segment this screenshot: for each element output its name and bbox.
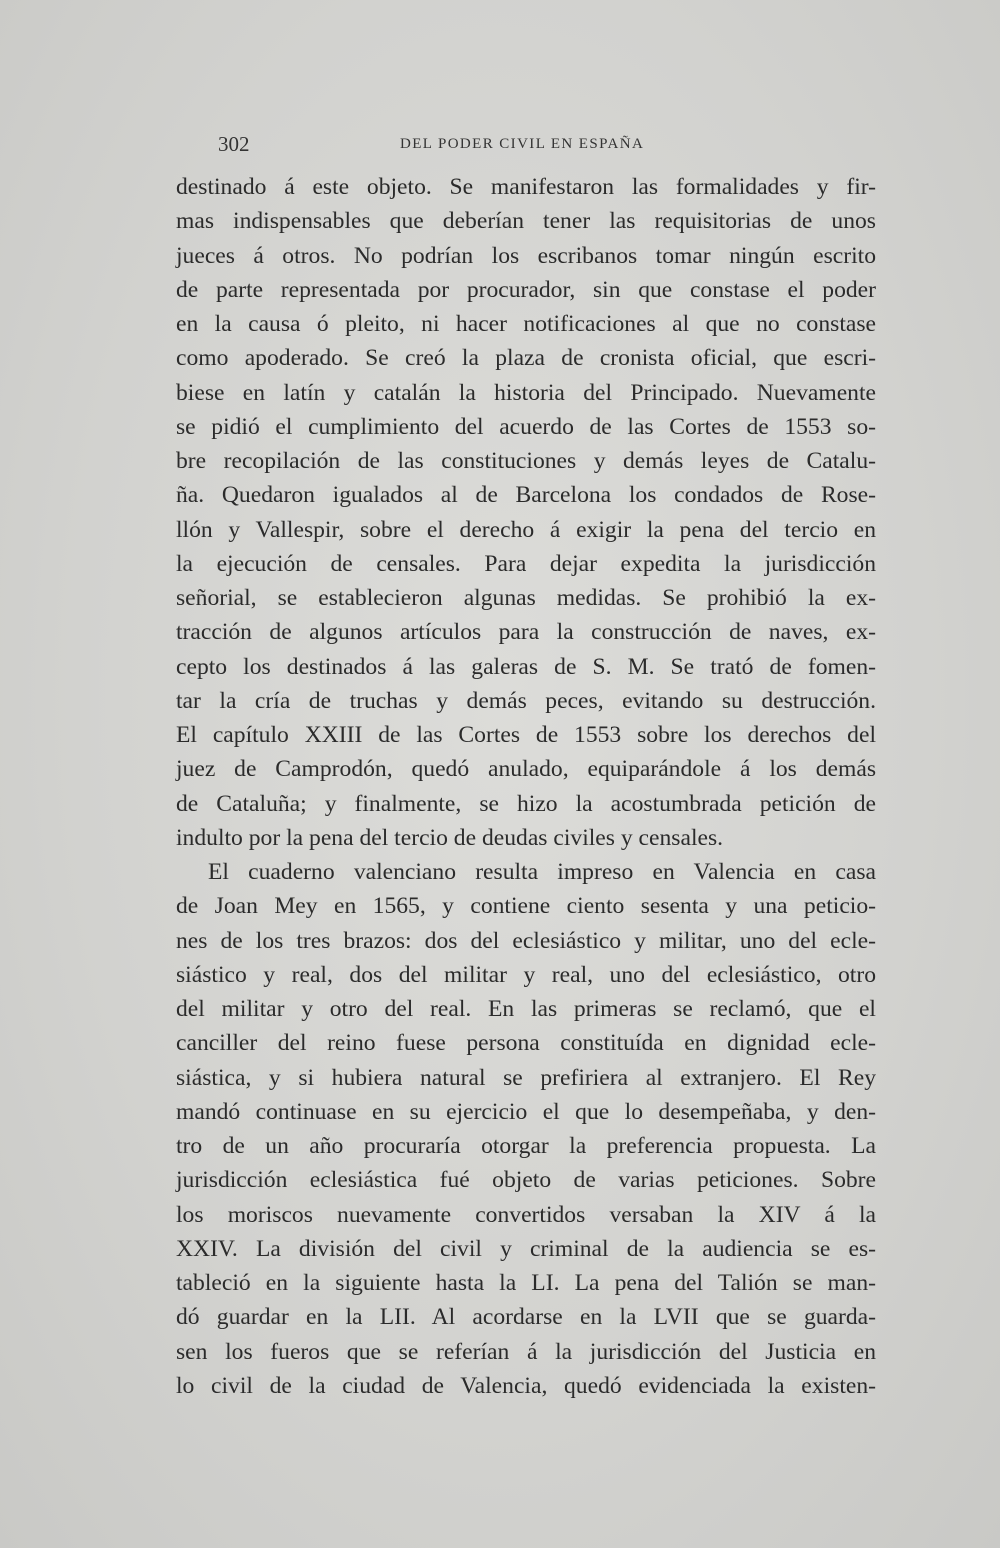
text-line: canciller del reino fuese persona constituída en dignidad ecle-: [176, 1030, 876, 1057]
page-number: 302: [218, 132, 250, 156]
text-line: El capítulo XXIII de las Cortes de 1553 sobre los derechos del: [176, 722, 876, 748]
text-line: señorial, se establecieron algunas medidas. Se prohibió la ex-: [176, 585, 876, 611]
body-text: [176, 170, 876, 1403]
text-line: biese en latín y catalán la historia del Principado. Nuevamente: [176, 379, 876, 406]
text-line: se pidió el cumplimiento del acuerdo de las Cortes de 1553 so-: [176, 413, 876, 440]
text-line: ña. Quedaron igualados al de Barcelona los condados de Rose-: [176, 482, 876, 509]
paragraph-start-line: El cuaderno valenciano resulta impreso en Valencia en casa: [208, 859, 876, 885]
text-line: jueces á otros. No podrían los escribanos tomar ningún escrito: [176, 242, 876, 269]
text-line: tableció en la siguiente hasta la LI. La pena del Talión se man-: [176, 1270, 876, 1296]
text-line: siástica, y si hubiera natural se prefiriera al extranjero. El Rey: [176, 1064, 876, 1091]
text-line: de parte representada por procurador, sin que constase el poder: [176, 276, 876, 303]
text-line: tracción de algunos artículos para la construcción de naves, ex-: [176, 619, 876, 646]
text-line: jurisdicción eclesiástica fué objeto de varias peticiones. Sobre: [176, 1167, 876, 1194]
text-line: cepto los destinados á las galeras de S. M. Se trató de fomen-: [176, 653, 876, 680]
text-line: como apoderado. Se creó la plaza de cronista oficial, que escri-: [176, 345, 876, 372]
text-line: los moriscos nuevamente convertidos versaban la XIV á la: [176, 1201, 876, 1228]
text-line: sen los fueros que se referían á la jurisdicción del Justicia en: [176, 1338, 876, 1365]
text-line: dó guardar en la LII. Al acordarse en la LVII que se guarda-: [176, 1304, 876, 1331]
text-line: juez de Camprodón, quedó anulado, equiparándole á los demás: [176, 756, 876, 783]
text-line: destinado á este objeto. Se manifestaron las formalidades y fir-: [176, 174, 876, 200]
text-line: tro de un año procuraría otorgar la preferencia propuesta. La: [176, 1133, 876, 1159]
text-line: siástico y real, dos del militar y real, uno del eclesiástico, otro: [176, 961, 876, 988]
text-line: bre recopilación de las constituciones y demás leyes de Catalu-: [176, 448, 876, 474]
text-line: nes de los tres brazos: dos del eclesiástico y militar, uno del ecle-: [176, 927, 876, 954]
running-title: DEL PODER CIVIL EN ESPAÑA: [400, 136, 645, 152]
text-line: la ejecución de censales. Para dejar expedita la jurisdicción: [176, 550, 876, 577]
page-header: [218, 132, 668, 156]
text-line: del militar y otro del real. En las primeras se reclamó, que el: [176, 996, 876, 1022]
paragraph-end-line: indulto por la pena del tercio de deudas civiles y censales.: [176, 824, 724, 851]
text-line: mas indispensables que deberían tener las requisitorias de unos: [176, 208, 876, 235]
text-line: de Joan Mey en 1565, y contiene ciento sesenta y una peticio-: [176, 893, 876, 920]
text-line: en la causa ó pleito, ni hacer notificaciones al que no constase: [176, 311, 876, 337]
text-line: mandó continuase en su ejercicio el que lo desempeñaba, y den-: [176, 1098, 876, 1125]
text-line: lo civil de la ciudad de Valencia, quedó evidenciada la existen-: [176, 1372, 876, 1399]
text-line: XXIV. La división del civil y criminal de la audiencia se es-: [176, 1235, 876, 1262]
text-line: tar la cría de truchas y demás peces, evitando su destrucción.: [176, 687, 876, 714]
text-line: llón y Vallespir, sobre el derecho á exigir la pena del tercio en: [176, 516, 876, 543]
text-line: de Cataluña; y finalmente, se hizo la acostumbrada petición de: [176, 790, 876, 817]
